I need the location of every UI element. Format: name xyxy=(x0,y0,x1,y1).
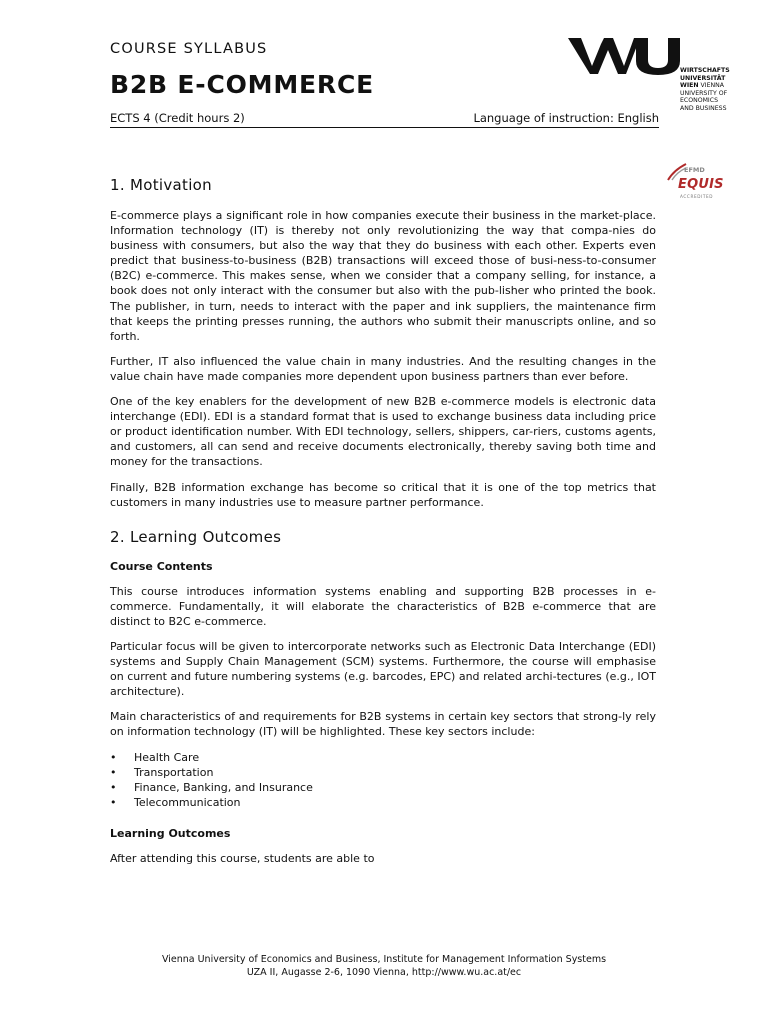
list-item: • Health Care xyxy=(110,750,656,765)
wu-logo xyxy=(568,36,738,122)
section-heading-motivation: 1. Motivation xyxy=(110,176,212,194)
syllabus-body xyxy=(110,176,656,876)
page-footer xyxy=(0,953,768,979)
subheading-learning-outcomes: Learning Outcomes xyxy=(110,826,231,840)
document-kicker: COURSE SYLLABUS xyxy=(110,41,268,57)
paragraph: Particular focus will be given to intercorporate networks such as Electronic Data Interchange (EDI) systems and Supply Chain Management (SCM) systems. Furthermore, the course will emphasise on current and future numbering systems (e.g. barcodes, EPC) and related archi-tectures (e.g., IOT architecture). xyxy=(110,639,656,699)
paragraph: Further, IT also influenced the value chain in many industries. And the resulting changes in the value chain have made companies more dependent upon business partners than ever before. xyxy=(110,354,656,383)
paragraph: Finally, B2B information exchange has become so critical that it is one of the top metrics that customers in many industries use to measure partner performance. xyxy=(110,480,656,509)
list-item: • Telecommunication xyxy=(110,795,656,810)
language-of-instruction: Language of instruction: English xyxy=(473,111,659,125)
key-sectors-list xyxy=(110,750,656,810)
section-heading-learning-outcomes: 2. Learning Outcomes xyxy=(110,527,282,546)
wu-logo-mark xyxy=(568,36,680,76)
paragraph: One of the key enablers for the development of new B2B e-commerce models is electronic data interchange (EDI). EDI is a standard format that is used to exchange business data including price or product identification number. With EDI technology, sellers, shippers, car-riers, customs agents, and customers, all can send and receive documents electronically, thereby saving both time and money for the transactions. xyxy=(110,395,656,469)
paragraph: E-commerce plays a significant role in how companies execute their business in the market-place. Information technology (IT) is thereby not only revolutionizing the way that compa-nies do business with consumers, but also the way that they do business with each other. Experts even predict that business-to-business (B2B) transactions will exceed those of busi-ness-to-consumer (B2C) e-commerce. This makes sense, when we consider that a company selling, for instance, a book does not only interact with the consumer but also with the pub-lisher who printed the book. The publisher, in turn, needs to interact with the paper and ink suppliers, the maintenance firm that keeps the printing presses running, the authors who submit their manuscripts online, and so forth. xyxy=(110,209,656,343)
equis-accreditation-logo: EFMD EQUIS ACCREDITED xyxy=(664,162,732,204)
subheading-course-contents: Course Contents xyxy=(110,559,213,573)
footer-address: UZA II, Augasse 2-6, 1090 Vienna, http://www.wu.ac.at/ec xyxy=(246,967,522,978)
paragraph: Main characteristics of and requirements for B2B systems in certain key sectors that strong-ly rely on information technology (IT) will be highlighted. These key sectors include: xyxy=(110,710,656,739)
paragraph: This course introduces information systems enabling and supporting B2B processes in e-commerce. Fundamentally, it will elaborate the characteristics of B2B e-commerce that are distinct to B2C e-commerce. xyxy=(110,584,656,628)
list-item: • Finance, Banking, and Insurance xyxy=(110,780,656,795)
list-item: • Transportation xyxy=(110,765,656,780)
document-title: B2B E-COMMERCE xyxy=(110,70,374,99)
footer-institution: Vienna University of Economics and Business, Institute for Management Information Systems xyxy=(161,954,607,965)
wu-logo-wordmark: WIRTSCHAFTS UNIVERSITÄT WIEN VIENNA UNIVERSITY OF ECONOMICS AND BUSINESS xyxy=(680,67,730,112)
paragraph: After attending this course, students are able to xyxy=(110,851,375,865)
ects-credits: ECTS 4 (Credit hours 2) xyxy=(110,111,245,125)
